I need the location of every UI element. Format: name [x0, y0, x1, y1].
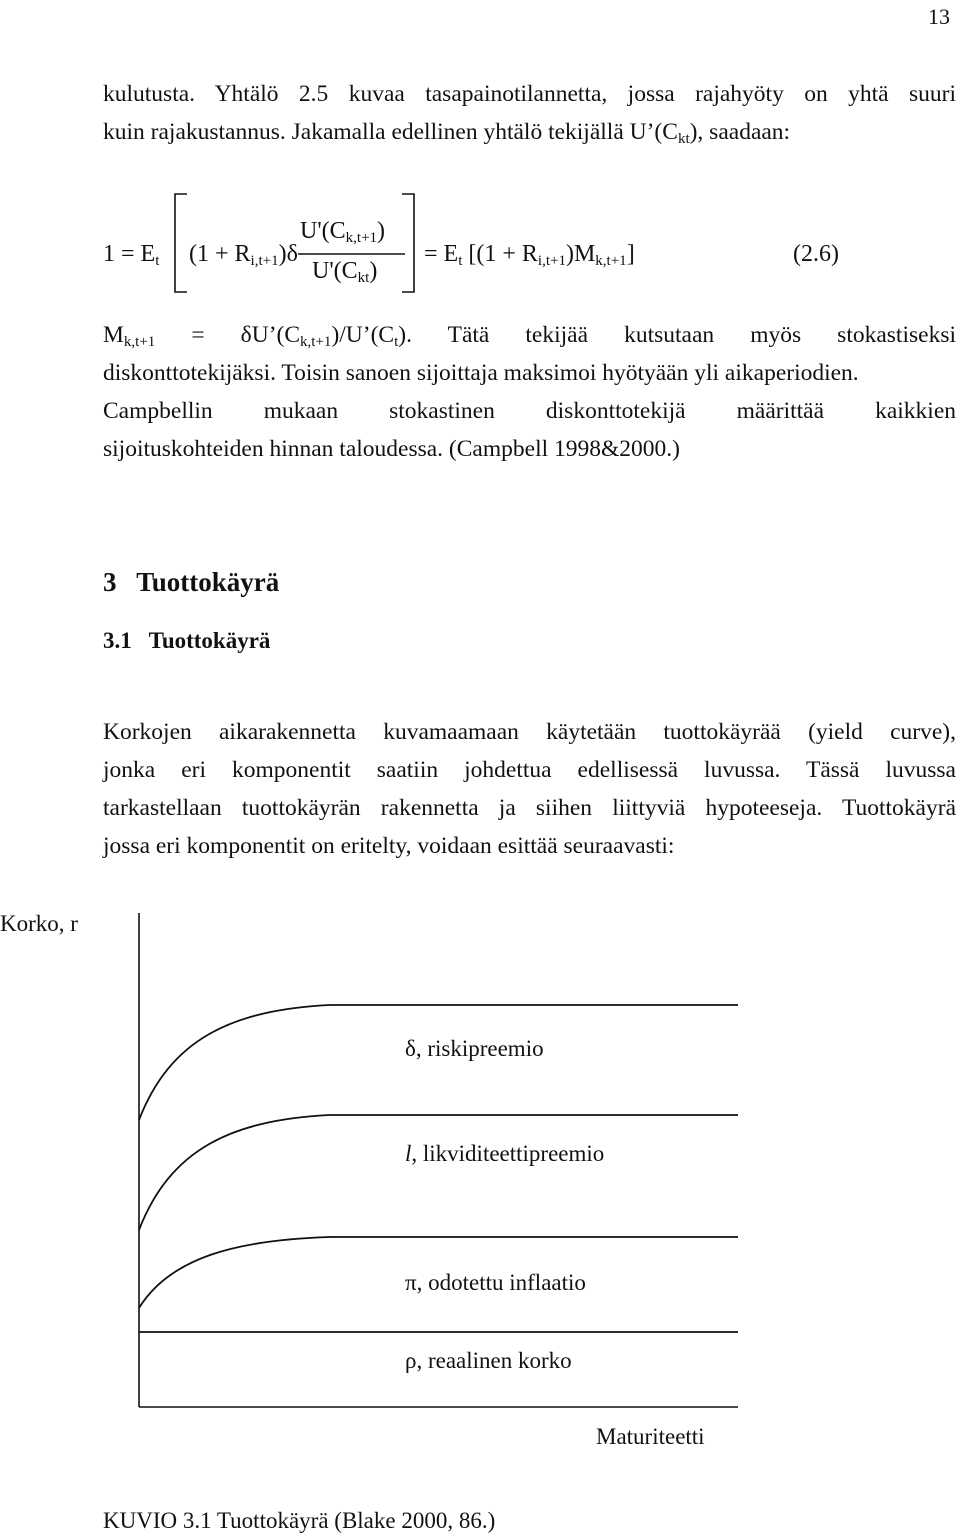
eq-rhs: = $E_t$ $[(1 + R_{i,t+1})M_{k,t+1}]$	[424, 241, 635, 269]
band-label-real-rate: ρ, reaalinen korko	[405, 1348, 572, 1373]
eq-open: $(1 + R_{i,t+1})\delta$	[189, 241, 298, 269]
intro-line-1: kulutusta. Yhtälö 2.5 kuvaa tasapainotilannetta, jossa rajahyöty on yhtä suuri	[103, 81, 956, 107]
eq-number: (2.6)	[793, 241, 839, 267]
para1-line-1: diskonttotekijäksi. Toisin sanoen sijoittaja maksimoi hyötyään yli aikaperiodien.	[103, 360, 859, 386]
para2-line-4: jossa eri komponentit on eritelty, voidaan esittää seuraavasti:	[103, 833, 675, 859]
eq-lhs: $1 = E_t$	[103, 241, 160, 269]
y-axis-label: Korko, r	[0, 911, 78, 936]
x-axis-label: Maturiteetti	[596, 1424, 705, 1449]
curve-risk-premium	[139, 1005, 738, 1120]
eq-numerator: $U'(C_{k,t+1})$	[300, 218, 386, 246]
band-label-liquidity-premium: l, likviditeettipreemio	[405, 1141, 605, 1166]
chapter-heading: 3 Tuottokäyrä	[103, 567, 280, 597]
curve-liquidity-premium	[139, 1115, 738, 1230]
para2-line-3: tarkastellaan tuottokäyrän rakennetta ja siihen liittyviä hypoteeseja. Tuottokäyrä	[103, 795, 956, 821]
m-definition-line: $M_{k,t+1}$ = $\delta U’(C_{k,t+1})/U’(C_t)$. Tätä tekijää kutsutaan myös stokastiseksi	[103, 322, 956, 350]
section-heading: 3.1 Tuottokäyrä	[103, 628, 271, 653]
eq-denominator: $U'(C_{kt})$	[312, 258, 378, 286]
band-label-risk-premium: δ, riskipreemio	[405, 1036, 544, 1061]
para2-line-1: Korkojen aikarakennetta kuvamaamaan käytetään tuottokäyrää (yield curve),	[103, 719, 956, 745]
figure-caption: KUVIO 3.1 Tuottokäyrä (Blake 2000, 86.)	[103, 1508, 496, 1533]
para2-line-2: jonka eri komponentit saatiin johdettua edellisessä luvussa. Tässä luvussa	[103, 757, 956, 783]
band-label-expected-inflation: π, odotettu inflaatio	[405, 1270, 586, 1295]
para1-line-3: sijoituskohteiden hinnan taloudessa. (Campbell 1998&2000.)	[103, 436, 680, 462]
para1-line-2: Campbellin mukaan stokastinen diskonttotekijä määrittää kaikkien	[103, 398, 956, 424]
intro-line-2: kuin rajakustannus. Jakamalla edellinen yhtälö tekijällä $U’(C_{kt})$, saadaan:	[103, 119, 791, 147]
page-number: 13	[928, 4, 950, 29]
